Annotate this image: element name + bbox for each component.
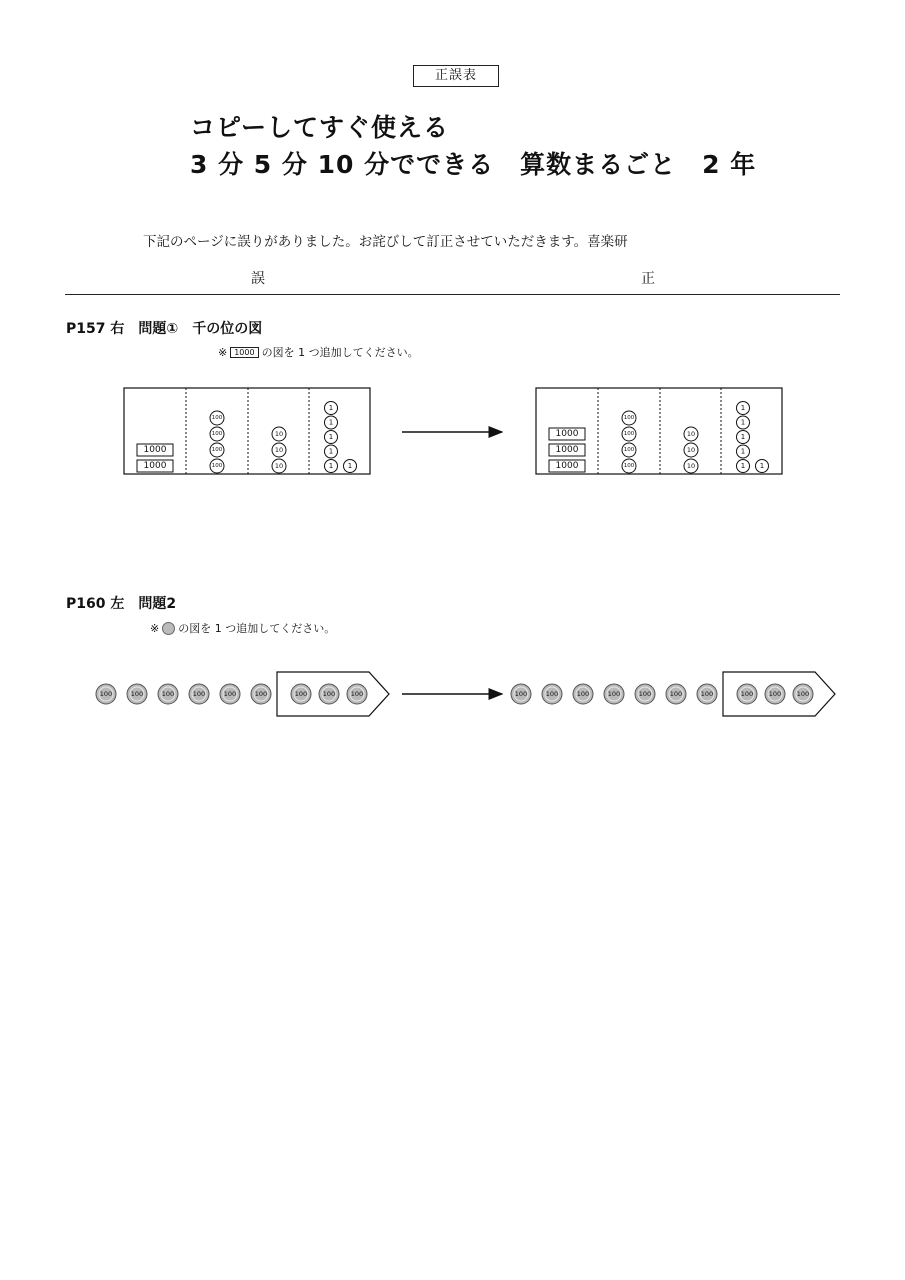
coin-10-label: 10 <box>686 446 696 454</box>
coin-100-label: 100 <box>740 690 754 698</box>
coin-100-label: 100 <box>576 690 590 698</box>
coin-100-label: 100 <box>211 463 223 469</box>
note-text: の図を 1 つ追加してください。 <box>261 346 419 359</box>
bill-1000-icon: 1000 <box>230 347 258 358</box>
coin-100-label: 100 <box>700 690 714 698</box>
coin-100-label: 100 <box>350 690 364 698</box>
coin-100-label: 100 <box>322 690 336 698</box>
coin-1-label: 1 <box>328 404 334 412</box>
note-mark: ※ <box>218 345 228 359</box>
section1-title: P157 右 問題① 千の位の図 <box>66 321 263 337</box>
coin-1-label: 1 <box>740 447 746 456</box>
column-wrong: 誤 <box>251 271 265 287</box>
bill-1000-label: 1000 <box>555 429 579 439</box>
coin-10-label: 10 <box>686 430 696 438</box>
coin-10-label: 10 <box>274 462 284 470</box>
book-title-line2: 3 分 5 分 10 分でできる 算数まるごと 2 年 <box>190 150 757 179</box>
coin-1-label: 1 <box>740 418 746 427</box>
coin-100-label: 100 <box>161 690 175 698</box>
coin-1-label: 1 <box>740 433 746 441</box>
coin-100-label: 100 <box>211 415 223 421</box>
coin-100-label: 100 <box>796 690 810 698</box>
coin-1-label: 1 <box>328 433 334 441</box>
coin-1-label: 1 <box>759 462 765 470</box>
coin-1-label: 1 <box>347 462 353 470</box>
coin-100-label: 100 <box>623 415 635 421</box>
coin-100-label: 100 <box>768 690 782 698</box>
column-correct: 正 <box>641 271 655 287</box>
coin-1-label: 1 <box>328 418 334 427</box>
bill-1000-label: 1000 <box>555 461 579 471</box>
coin-100-label: 100 <box>514 690 528 698</box>
coin-100-label: 100 <box>211 447 223 453</box>
coin-row-wrong <box>96 672 389 716</box>
place-value-chart-wrong <box>124 388 370 474</box>
coin-row-correct <box>511 672 835 716</box>
bill-1000-label: 1000 <box>143 461 167 471</box>
apology-notice: 下記のページに誤りがありました。お詫びして訂正させていただきます。喜楽研 <box>143 234 628 250</box>
coin-100-label: 100 <box>99 690 113 698</box>
bill-1000-label: 1000 <box>143 445 167 455</box>
coin-100-label: 100 <box>211 431 223 437</box>
coin-100-label: 100 <box>623 463 635 469</box>
coin-1-label: 1 <box>328 462 334 470</box>
coin-100-label: 100 <box>192 690 206 698</box>
coin-100-label: 100 <box>623 447 635 453</box>
place-value-chart-correct <box>536 388 782 474</box>
coin-100-label: 100 <box>130 690 144 698</box>
coin-100-label: 100 <box>223 690 237 698</box>
coin-100-label: 100 <box>638 690 652 698</box>
coin-100-label: 100 <box>623 431 635 437</box>
coin-1-label: 1 <box>328 447 334 456</box>
coin-10-label: 10 <box>274 446 284 454</box>
coin-1-label: 1 <box>740 462 746 470</box>
coin-100-label: 100 <box>294 690 308 698</box>
coin-10-label: 10 <box>274 430 284 438</box>
section2-title: P160 左 問題2 <box>66 596 177 612</box>
coin-100-label: 100 <box>607 690 621 698</box>
coin-10-label: 10 <box>686 462 696 470</box>
bill-1000-label: 1000 <box>555 445 579 455</box>
coin-100-label: 100 <box>669 690 683 698</box>
note-text: の図を 1 つ追加してください。 <box>178 622 336 635</box>
coin-100-label: 100 <box>254 690 268 698</box>
book-title-line1: コピーしてすぐ使える <box>190 113 450 142</box>
coin-100-label: 100 <box>545 690 559 698</box>
coin-1-label: 1 <box>740 404 746 412</box>
errata-label: 正誤表 <box>413 65 499 87</box>
note-mark: ※ <box>150 621 160 635</box>
